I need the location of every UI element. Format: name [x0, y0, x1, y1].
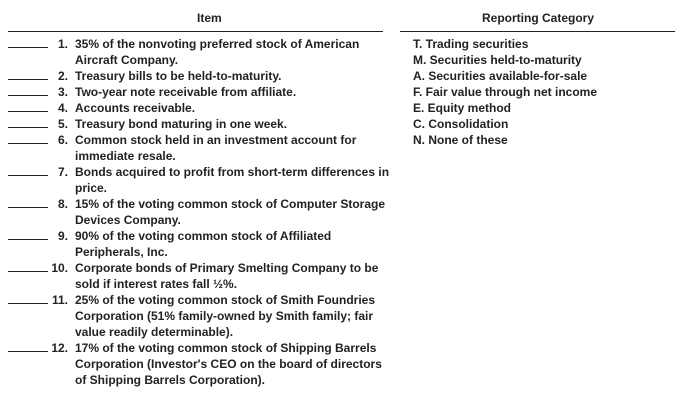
item-number: 5. [57, 117, 68, 131]
category-none: N. None of these [413, 133, 508, 147]
list-item [0, 84, 400, 100]
item-text: 90% of the voting common stock of Affiliated Peripherals, Inc. [75, 229, 332, 259]
answer-blank [8, 95, 48, 96]
item-number: 4. [57, 101, 68, 115]
category-held-to-maturity: M. Securities held-to-maturity [413, 53, 582, 67]
item-number: 6. [57, 133, 68, 147]
items-list [0, 36, 400, 388]
list-item [0, 100, 400, 116]
category-trading: T. Trading securities [413, 37, 529, 51]
item-number: 8. [57, 197, 68, 211]
answer-blank [8, 303, 48, 304]
answer-blank [8, 79, 48, 80]
item-text: Bonds acquired to profit from short-term differences in price. [75, 165, 390, 195]
answer-blank [8, 111, 48, 112]
list-item [0, 260, 400, 292]
column-header-item: Item [197, 11, 222, 25]
header-rule-left [8, 31, 383, 32]
item-number: 7. [57, 165, 68, 179]
item-text: 17% of the voting common stock of Shipping Barrels Corporation (Investor's CEO on the board of directors of Shipping Barrels Corporation). [75, 341, 382, 387]
list-item [0, 228, 400, 260]
reporting-category-list [413, 36, 683, 148]
list-item [0, 116, 400, 132]
answer-blank [8, 271, 48, 272]
list-item [0, 164, 400, 196]
item-number: 3. [57, 85, 68, 99]
answer-blank [8, 175, 48, 176]
answer-blank [8, 207, 48, 208]
item-text: 25% of the voting common stock of Smith Foundries Corporation (51% family-owned by Smith family; fair value readily determinable). [75, 293, 376, 339]
item-number: 12. [51, 341, 68, 355]
item-text: 35% of the nonvoting preferred stock of American Aircraft Company. [75, 37, 360, 67]
item-text: Accounts receivable. [75, 101, 196, 115]
list-item [0, 132, 400, 164]
answer-blank [8, 143, 48, 144]
list-item [0, 340, 400, 388]
item-text: Common stock held in an investment account for immediate resale. [75, 133, 357, 163]
answer-blank [8, 47, 48, 48]
category-equity-method: E. Equity method [413, 101, 512, 115]
header-rule-right [400, 31, 675, 32]
item-text: Treasury bond maturing in one week. [75, 117, 288, 131]
item-number: 11. [51, 293, 68, 307]
answer-blank [8, 127, 48, 128]
item-text: Treasury bills to be held-to-maturity. [75, 69, 282, 83]
column-header-reporting-category: Reporting Category [482, 11, 595, 25]
item-number: 9. [57, 229, 68, 243]
item-number: 2. [57, 69, 68, 83]
list-item [0, 292, 400, 340]
item-text: Two-year note receivable from affiliate. [75, 85, 297, 99]
item-number: 10. [51, 261, 68, 275]
item-text: 15% of the voting common stock of Computer Storage Devices Company. [75, 197, 386, 227]
answer-blank [8, 351, 48, 352]
answer-blank [8, 239, 48, 240]
list-item [0, 36, 400, 68]
category-consolidation: C. Consolidation [413, 117, 509, 131]
category-fair-value: F. Fair value through net income [413, 85, 598, 99]
item-number: 1. [57, 37, 68, 51]
list-item [0, 196, 400, 228]
item-text: Corporate bonds of Primary Smelting Company to be sold if interest rates fall ½%. [75, 261, 379, 291]
list-item [0, 68, 400, 84]
category-available-for-sale: A. Securities available-for-sale [413, 69, 588, 83]
